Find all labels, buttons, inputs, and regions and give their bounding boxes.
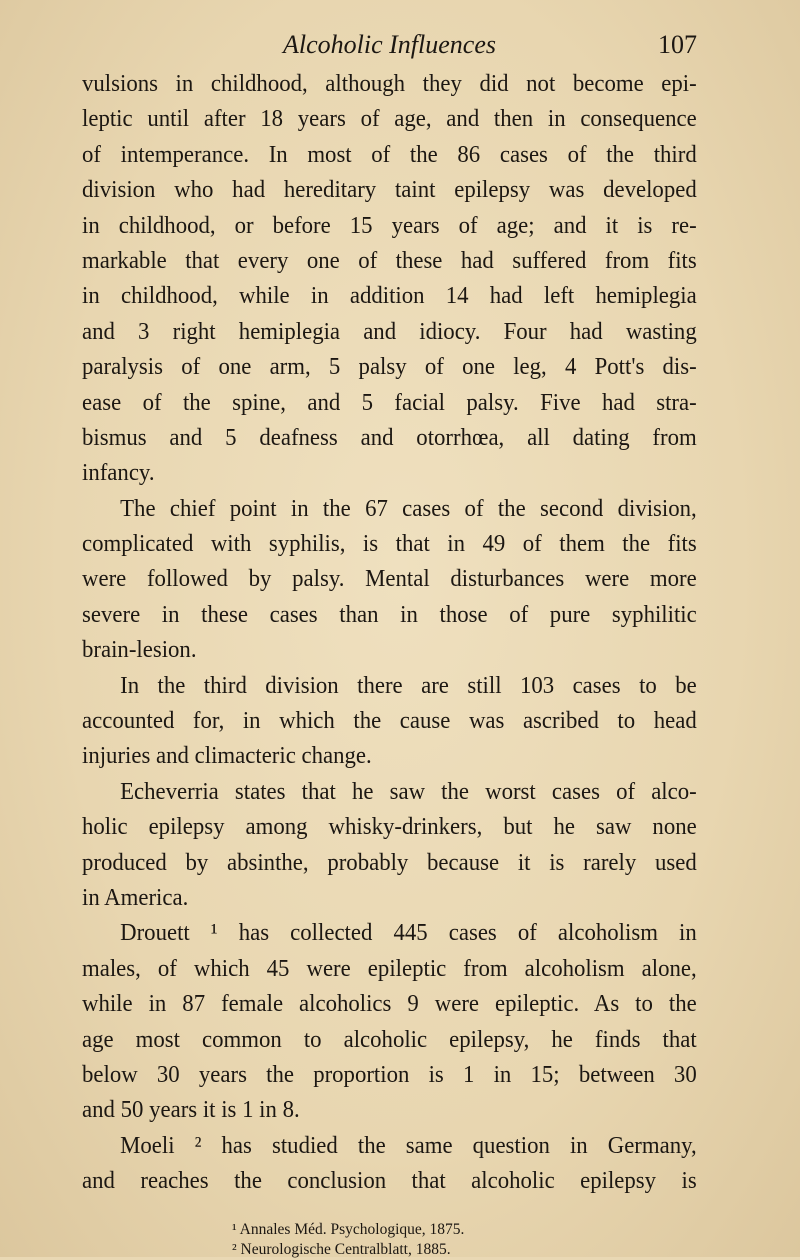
text-line: males, of which 45 were epileptic from alcoholism alone, [82, 954, 697, 982]
text-line: were followed by palsy. Mental disturbances were more [82, 565, 697, 593]
text-line: holic epilepsy among whisky-drinkers, but he saw none [82, 813, 697, 841]
body-text [82, 66, 697, 1199]
text-line: below 30 years the proportion is 1 in 15; between 30 [82, 1060, 697, 1088]
text-line: brain-lesion. [82, 636, 197, 664]
footnotes [232, 1220, 464, 1260]
footnote-2: ² Neurologische Centralblatt, 1885. [232, 1241, 451, 1258]
text-line: infancy. [82, 459, 155, 487]
running-title: Alcoholic Influences [283, 30, 496, 59]
text-line: paralysis of one arm, 5 palsy of one leg, 4 Pott's dis- [82, 353, 697, 381]
text-line: age most common to alcoholic epilepsy, he finds that [82, 1025, 697, 1053]
text-line: Drouett ¹ has collected 445 cases of alcoholism in [120, 919, 697, 947]
text-line: severe in these cases than in those of pure syphilitic [82, 600, 697, 628]
page-header [82, 30, 697, 66]
text-line: and 50 years it is 1 in 8. [82, 1096, 300, 1124]
text-line: accounted for, in which the cause was ascribed to head [82, 707, 697, 735]
footnote-1: ¹ Annales Méd. Psychologique, 1875. [232, 1221, 465, 1238]
text-line: The chief point in the 67 cases of the second division, [120, 494, 697, 522]
text-line: and 3 right hemiplegia and idiocy. Four had wasting [82, 317, 697, 345]
text-line: In the third division there are still 103 cases to be [120, 671, 697, 699]
text-line: while in 87 female alcoholics 9 were epileptic. As to the [82, 990, 697, 1018]
text-line: leptic until after 18 years of age, and then in consequence [82, 105, 697, 133]
text-line: of intemperance. In most of the 86 cases of the third [82, 140, 697, 168]
text-line: produced by absinthe, probably because it is rarely used [82, 848, 697, 876]
text-line: Moeli ² has studied the same question in Germany, [120, 1131, 697, 1159]
text-line: in childhood, while in addition 14 had left hemiplegia [82, 282, 697, 310]
text-line: bismus and 5 deafness and otorrhœa, all dating from [82, 423, 697, 451]
text-line: in America. [82, 883, 189, 911]
text-line: Echeverria states that he saw the worst cases of alco- [120, 777, 697, 805]
text-line: markable that every one of these had suffered from fits [82, 246, 697, 274]
text-line: vulsions in childhood, although they did not become epi- [82, 70, 697, 97]
page-number: 107 [658, 30, 697, 59]
text-line: complicated with syphilis, is that in 49 of them the fits [82, 530, 697, 558]
text-line: in childhood, or before 15 years of age; and it is re- [82, 211, 697, 239]
text-line: division who had hereditary taint epilepsy was developed [82, 176, 697, 204]
text-line: injuries and climacteric change. [82, 742, 372, 770]
text-line: and reaches the conclusion that alcoholic epilepsy is [82, 1167, 697, 1195]
text-line: ease of the spine, and 5 facial palsy. Five had stra- [82, 388, 697, 416]
